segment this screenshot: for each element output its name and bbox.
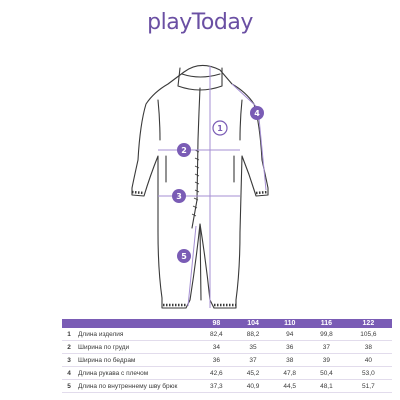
cell-value: 39: [308, 354, 345, 367]
row-number: 3: [62, 354, 76, 367]
cell-value: 38: [271, 354, 308, 367]
cell-value: 37: [235, 354, 272, 367]
callout-5: 5: [181, 252, 187, 261]
cell-value: 99,8: [308, 328, 345, 341]
header-label: [76, 319, 198, 328]
cell-value: 34: [198, 341, 235, 354]
table-row: [62, 341, 392, 354]
jumpsuit-outline: [132, 65, 268, 308]
size-98: 98: [198, 319, 235, 328]
row-number: 1: [62, 328, 76, 341]
size-104: 104: [235, 319, 272, 328]
table-row: [62, 354, 392, 367]
size-110: 110: [271, 319, 308, 328]
row-number: 5: [62, 380, 76, 393]
cell-value: 50,4: [308, 367, 345, 380]
table-row: [62, 380, 392, 393]
table-row: [62, 367, 392, 380]
brand-logo: playToday: [147, 10, 253, 35]
cell-value: 82,4: [198, 328, 235, 341]
cell-value: 38: [345, 341, 392, 354]
cell-value: 51,7: [345, 380, 392, 393]
cell-value: 105,6: [345, 328, 392, 341]
table-row: [62, 328, 392, 341]
cuff-left: [132, 192, 144, 193]
row-label: Длина по внутреннему шву брюк: [76, 380, 198, 393]
callout-1: 1: [217, 124, 223, 133]
callout-4: 4: [254, 109, 260, 118]
header-num: [62, 319, 76, 328]
cell-value: 40,9: [235, 380, 272, 393]
callout-3: 3: [176, 192, 182, 201]
cell-value: 36: [198, 354, 235, 367]
size-table: [62, 319, 392, 393]
cell-value: 53,0: [345, 367, 392, 380]
cell-value: 94: [271, 328, 308, 341]
cell-value: 37,3: [198, 380, 235, 393]
cell-value: 48,1: [308, 380, 345, 393]
cuff-right: [256, 192, 268, 193]
callout-2: 2: [181, 146, 187, 155]
cell-value: 45,2: [235, 367, 272, 380]
cell-value: 40: [345, 354, 392, 367]
cell-value: 37: [308, 341, 345, 354]
front-zipper: [192, 88, 200, 228]
cell-value: 44,5: [271, 380, 308, 393]
size-122: 122: [345, 319, 392, 328]
row-number: 2: [62, 341, 76, 354]
row-number: 4: [62, 367, 76, 380]
row-label: Длина рукава с плечом: [76, 367, 198, 380]
size-116: 116: [308, 319, 345, 328]
cell-value: 36: [271, 341, 308, 354]
cell-value: 42,6: [198, 367, 235, 380]
row-label: Ширина по груди: [76, 341, 198, 354]
size-header-row: [62, 319, 392, 328]
cell-value: 47,8: [271, 367, 308, 380]
row-label: Ширина по бедрам: [76, 354, 198, 367]
cell-value: 35: [235, 341, 272, 354]
row-label: Длина изделия: [76, 328, 198, 341]
callout-markers: [172, 106, 264, 263]
cell-value: 88,2: [235, 328, 272, 341]
